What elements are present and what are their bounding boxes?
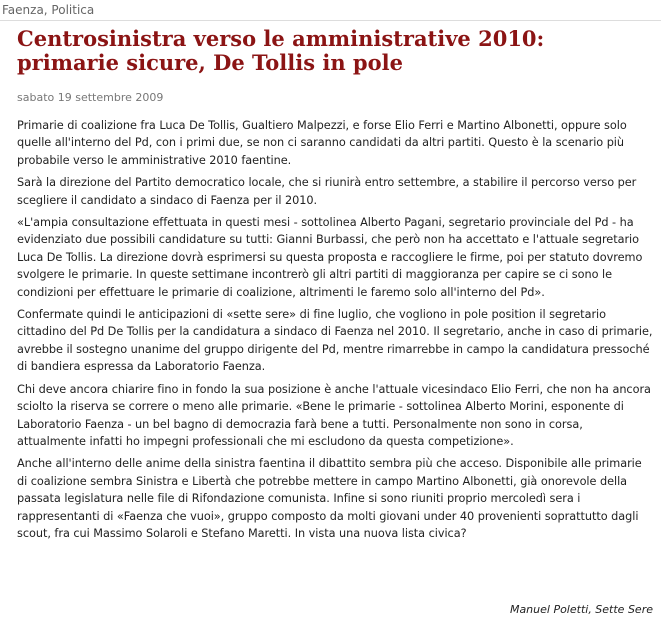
article-date: sabato 19 settembre 2009 (17, 91, 164, 104)
article-paragraph: Primarie di coalizione fra Luca De Tollis, Gualtiero Malpezzi, e forse Elio Ferri e Martino Albonetti, oppure solo quelle all'interno del Pd, con i primi due, se non ci saranno candidati da altri partiti. Questo è la scenario più probabile verso le amministrative 2010 faentine. (17, 119, 627, 167)
article-paragraph: «L'ampia consultazione effettuata in questi mesi - sottolinea Alberto Pagani, segretario provinciale del Pd - ha evidenziato due possibili candidature su tutti: Gianni Burbassi, che però non ha accettato e l'attuale segretario Luca De Tollis. La direzione dovrà esprimersi su questa proposta e raccogliere le firme, poi per statuto dovremo svolgere le primarie. In queste settimane incontrerò gli altri partiti di maggioranza per capire se ci sono le condizioni per effettuare le primarie di coalizione, altrimenti le faremo solo all'interno del Pd». (17, 216, 643, 299)
article-title: Centrosinistra verso le amministrative 2010: primarie sicure, De Tollis in pole (17, 26, 545, 75)
article-paragraph: Sarà la direzione del Partito democratico locale, che si riunirà entro settembre, a stabilire il percorso verso per scegliere il candidato a sindaco di Faenza per il 2010. (17, 176, 637, 207)
article-paragraph: Chi deve ancora chiarire fino in fondo la sua posizione è anche l'attuale vicesindaco Elio Ferri, che non ha ancora sciolto la riserva se correre o meno alle primarie. «Bene le primarie - sottolinea Alberto Morini, esponente di Laboratorio Faenza - un bel bagno di democrazia farà bene a tutti. Personalmente non sono in corsa, attualmente infatti ho impegni professionali che mi escludono da questa competizione». (17, 382, 651, 448)
article-signature: Manuel Poletti, Sette Sere (509, 603, 653, 616)
article-paragraph: Confermate quindi le anticipazioni di «sette sere» di fine luglio, che vogliono in pole position il segretario cittadino del Pd De Tollis per la candidatura a sindaco di Faenza nel 2010. Il segretario, anche in caso di primarie, avrebbe il sostegno unanime del gruppo dirigente del Pd, mentre rimarrebbe in campo la candidatura pressoché di bandiera espressa da Laboratorio Faenza. (17, 308, 653, 374)
article-paragraph: Anche all'interno delle anime della sinistra faentina il dibattito sembra più che acceso. Disponibile alle primarie di coalizione sembra Sinistra e Libertà che potrebbe mettere in campo Martino Albonetti, già onorevole della passata legislatura nelle file di Rifondazione comunista. Infine si sono riuniti proprio mercoledì sera i rappresentanti di «Faenza che vuoi», gruppo composto da molti giovani under 40 provenienti soprattutto dagli scout, fra cui Massimo Solaroli e Stefano Maretti. In vista una nuova lista civica? (17, 457, 642, 540)
article-body (17, 117, 655, 547)
section-label: Faenza, Politica (0, 3, 661, 21)
